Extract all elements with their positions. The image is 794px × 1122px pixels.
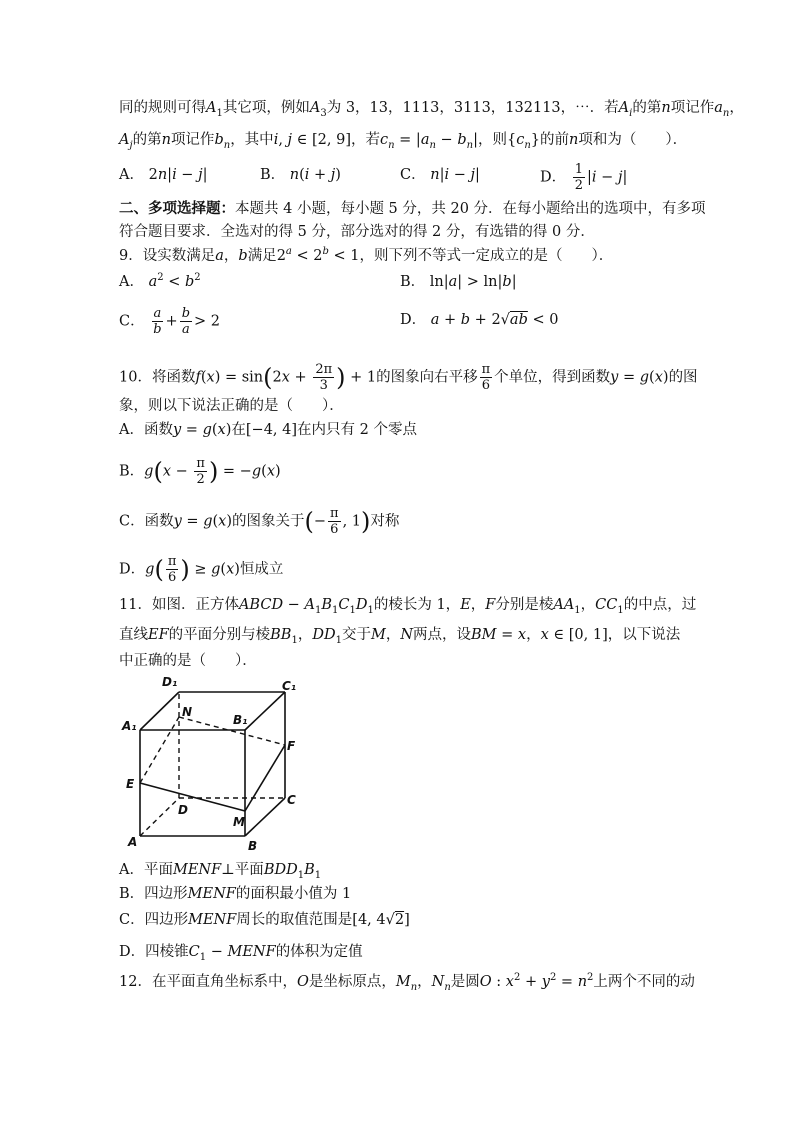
q8-option-c[interactable]: C． n|i − j| [400, 167, 480, 183]
q8-option-b[interactable]: B． n(i + j) [260, 167, 341, 183]
hidden-segment-e-n [140, 717, 179, 783]
segment-m-f [245, 745, 285, 811]
label-b: B [248, 839, 258, 853]
q11-option-d[interactable]: D．四棱锥$C_1$ − MENF的体积为定值 [119, 944, 363, 963]
q11-stem-line-3: 中正确的是（ ）． [119, 653, 257, 669]
label-b1: B₁ [233, 713, 248, 727]
q10-stem-line-1: 10．将函数f(x) = sin(2x + $\frac{2\pi}{3}$ ) + 1的图象向右平移 $\frac{\pi}{6}$ 个单位，得到函数y = g(x)的图 [119, 362, 698, 393]
edge-b1-c1 [245, 692, 285, 730]
section2-line-2: 符合题目要求．全选对的得 5 分，部分选对的得 2 分，有选错的得 0 分． [119, 224, 595, 240]
q8-line-2: $A_j$的第n项记作$b_n$，其中i, j ∈ [2, 9]，若$c_n = |a_n - b_n|$，则$\{c_n\}$的前n项和为（ ）． [119, 132, 688, 151]
q8-line-1: 同的规则可得$A_1$其它项，例如$A_3$为 3，13，1113，3113，132113，⋯．若$A_i$的第n项记作$a_n$， [119, 100, 744, 119]
q9-option-d[interactable]: D． a + b + 2√ab < 0 [400, 312, 559, 328]
q11-stem-line-2: 直线EF的平面分别与棱$BB_1$，$DD_1$交于M，N两点，设BM = x，x ∈ [0, 1]，以下说法 [119, 627, 681, 646]
section2-title: 二、多项选择题： [119, 201, 235, 217]
label-a: A [128, 835, 138, 849]
q11-option-a[interactable]: A．平面MENF⊥平面$BDD_1B_1$ [119, 862, 322, 881]
q11-option-c[interactable]: C．四边形MENF周长的取值范围是[4, 4√2] [119, 912, 410, 928]
hidden-edge-a-d [140, 798, 179, 836]
label-c1: C₁ [282, 679, 297, 693]
label-c: C [287, 793, 296, 807]
section2-line-1: 二、多项选择题：本题共 4 小题，每小题 5 分，共 20 分．在每小题给出的选项中，有多项 [119, 201, 706, 217]
q9-option-b[interactable]: B． ln|a| > ln|b| [400, 274, 517, 290]
cube-figure [118, 672, 308, 854]
q9-option-c[interactable]: C． $\frac{a}{b}$ + $\frac{b}{a}$ > 2 [119, 306, 221, 337]
q9-option-a[interactable]: A． $a^2 < b^2$ [119, 272, 201, 290]
label-a1: A₁ [122, 719, 137, 733]
label-n: N [182, 705, 193, 719]
label-d: D [178, 803, 188, 817]
q10-option-b[interactable]: B．g(x − $\frac{\pi}{2}$ ) = −g(x) [119, 456, 281, 487]
q10-option-c[interactable]: C．函数y = g(x)的图象关于(− $\frac{\pi}{6}$ , 1)对称 [119, 506, 400, 537]
q10-option-a[interactable]: A．函数y = g(x)在[−4, 4]在内只有 2 个零点 [119, 422, 417, 438]
q12-stem: 12．在平面直角坐标系中，O是坐标原点，$M_n$，$N_n$是圆O : $x^2 + y^2 = n^2$上两个不同的动 [119, 972, 695, 993]
q11-option-b[interactable]: B．四边形MENF的面积最小值为 1 [119, 886, 352, 902]
q8-option-d[interactable]: D． $\frac{1}{2}$ |i − j| [540, 162, 628, 193]
label-d1: D₁ [162, 675, 178, 689]
label-m: M [233, 815, 245, 829]
label-f: F [287, 739, 296, 753]
edge-b-c [245, 798, 285, 836]
q11-stem-line-1: 11．如图．正方体ABCD − $A_1B_1C_1D_1$的棱长为 1，E，F分别是棱$AA_1$，$CC_1$的中点，过 [119, 597, 697, 616]
edge-d1-a1 [140, 692, 179, 730]
segment-e-m [140, 783, 245, 811]
label-e: E [126, 777, 135, 791]
q10-stem-line-2: 象，则以下说法正确的是（ ）． [119, 398, 344, 414]
q9-stem: 9．设实数满足a，b满足$2^a < 2^b < 1$，则下列不等式一定成立的是（ ）． [119, 246, 614, 264]
q10-option-d[interactable]: D．g( $\frac{\pi}{6}$ ) ≥ g(x)恒成立 [119, 554, 284, 585]
q8-option-a[interactable]: A． 2n|i − j| [119, 167, 208, 183]
hidden-segment-n-f [179, 717, 285, 745]
